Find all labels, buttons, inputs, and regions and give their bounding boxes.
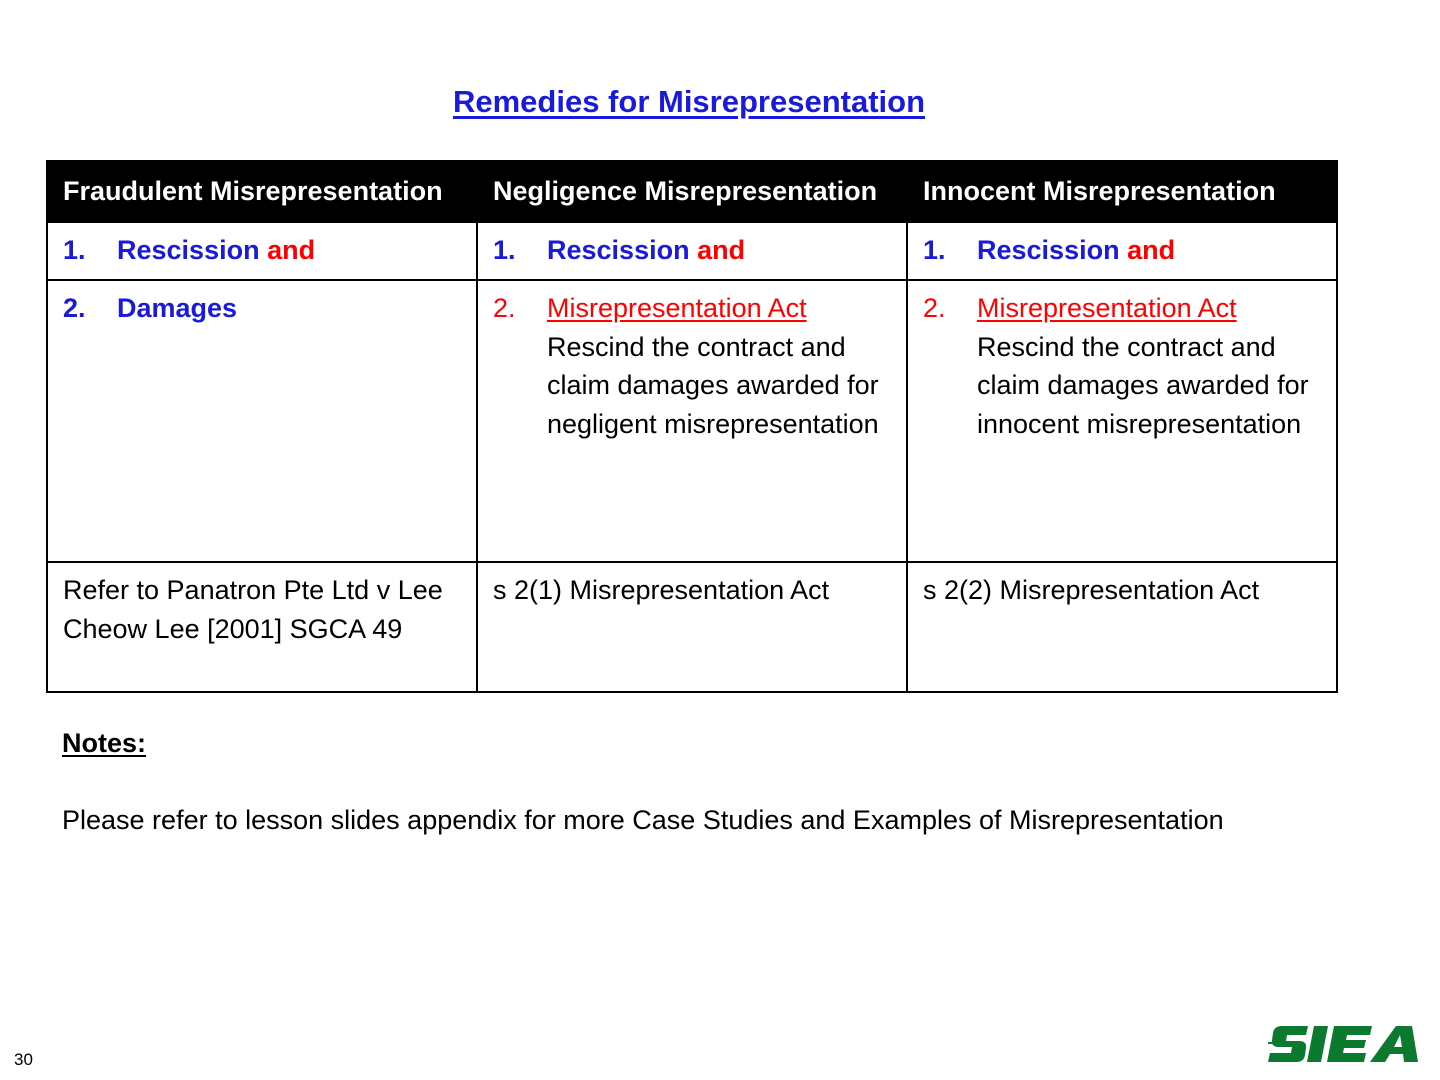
table-row-rescission (47, 222, 1337, 280)
header-innocent: Innocent Misrepresentation (907, 161, 1337, 222)
slide-title: Remedies for Misrepresentation (452, 84, 926, 119)
siea-logo-icon (1268, 1022, 1420, 1066)
table-row-reference (47, 562, 1337, 692)
cell-rescission-innocent (907, 222, 1337, 280)
remedy-description: Rescind the contract and claim damages awarded for negligent misrepresentation (547, 331, 879, 439)
item-number: 2. (923, 293, 946, 323)
cell-remedy-innocent (907, 280, 1337, 562)
remedy-description: Rescind the contract and claim damages awarded for innocent misrepresentation (977, 331, 1309, 439)
header-negligence: Negligence Misrepresentation (477, 161, 907, 222)
rescission-connector: and (1127, 235, 1176, 265)
item-number: 2. (63, 293, 86, 323)
rescission-label: Rescission (117, 235, 260, 265)
cell-remedy-fraudulent (47, 280, 477, 562)
table-header-row (47, 161, 1337, 222)
remedy-title-damages: Damages (117, 293, 238, 323)
cell-reference-negligence: s 2(1) Misrepresentation Act (477, 562, 907, 692)
item-number: 1. (63, 235, 86, 265)
item-number: 1. (493, 235, 516, 265)
page-number: 30 (14, 1050, 33, 1069)
item-number: 1. (923, 235, 946, 265)
cell-rescission-fraudulent (47, 222, 477, 280)
cell-remedy-negligence (477, 280, 907, 562)
notes-body: Please refer to lesson slides appendix for more Case Studies and Examples of Misrepresentation (62, 805, 1224, 835)
rescission-label: Rescission (547, 235, 690, 265)
cell-reference-innocent: s 2(2) Misrepresentation Act (907, 562, 1337, 692)
rescission-connector: and (697, 235, 746, 265)
remedies-table (46, 160, 1338, 693)
misrepresentation-act-link[interactable]: Misrepresentation Act (547, 293, 807, 323)
item-number: 2. (493, 293, 516, 323)
cell-rescission-negligence (477, 222, 907, 280)
rescission-connector: and (267, 235, 316, 265)
rescission-label: Rescission (977, 235, 1120, 265)
table-row-remedy (47, 280, 1337, 562)
cell-reference-fraudulent: Refer to Panatron Pte Ltd v Lee Cheow Lee [2001] SGCA 49 (47, 562, 477, 692)
header-fraudulent: Fraudulent Misrepresentation (47, 161, 477, 222)
misrepresentation-act-link[interactable]: Misrepresentation Act (977, 293, 1237, 323)
notes-heading: Notes: (62, 728, 147, 758)
